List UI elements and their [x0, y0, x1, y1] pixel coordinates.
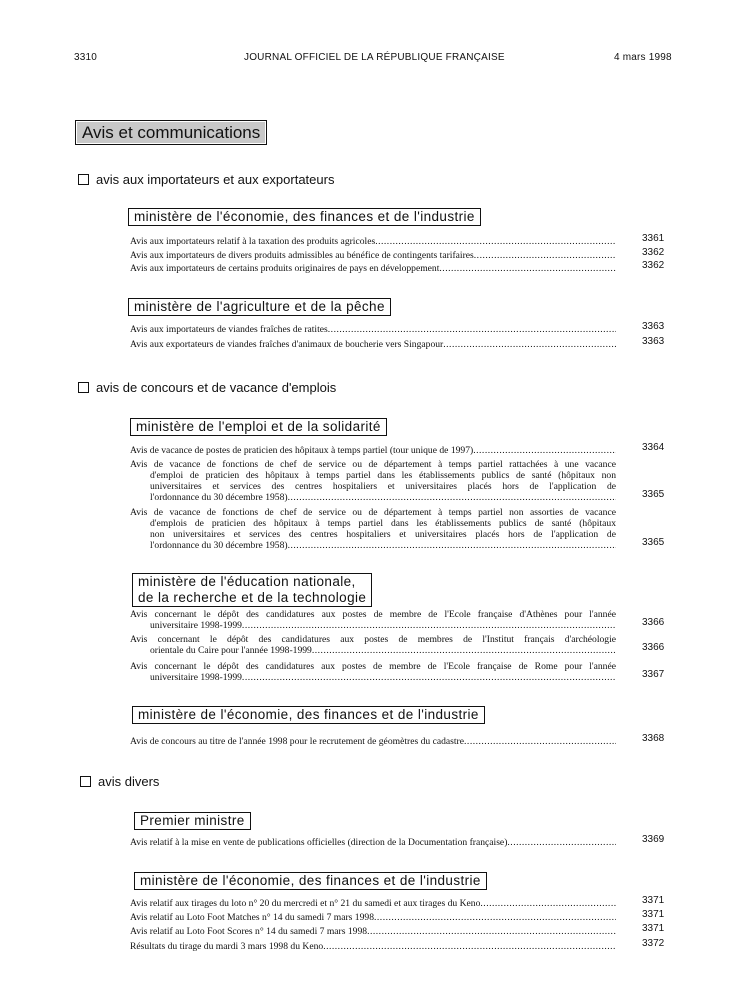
toc-entry[interactable]: [130, 898, 616, 909]
page-ref: 3371: [642, 909, 665, 920]
dot-leader: [288, 540, 616, 551]
entry-text: Résultats du tirage du mardi 3 mars 1998 du Keno: [130, 941, 324, 952]
page-ref: 3371: [642, 923, 665, 934]
entry-text: Avis relatif à la mise en vente de publications officielles (direction de la Documentation française): [130, 837, 508, 848]
dot-leader: [323, 941, 616, 952]
banner-title: Avis et communications: [77, 122, 265, 143]
entry-text: orientale du Caire pour l'année 1998-1999: [150, 645, 312, 656]
ministry-line: Premier ministre: [140, 813, 245, 828]
toc-entry[interactable]: [130, 609, 616, 631]
ministry-line: ministère de l'économie, des finances et de l'industrie: [140, 873, 481, 888]
dot-leader: [242, 672, 616, 683]
toc-entry[interactable]: [130, 912, 616, 923]
entry-text: universitaire 1998-1999: [150, 620, 242, 631]
dot-leader: [464, 736, 616, 747]
page-ref: 3362: [642, 260, 665, 271]
entry-text: Avis concernant le dépôt des candidatures aux postes de membre de l'Ecole française de Rome pour l'année: [130, 661, 616, 672]
section-banner: [75, 120, 267, 145]
section-heading: [78, 380, 336, 395]
toc-entry[interactable]: [130, 661, 616, 683]
entry-text: l'ordonnance du 30 décembre 1958): [150, 540, 288, 551]
journal-title: JOURNAL OFFICIEL DE LA RÉPUBLIQUE FRANÇAISE: [244, 52, 505, 63]
ministry-line: ministère de l'économie, des finances et de l'industrie: [134, 209, 475, 224]
page-ref: 3364: [642, 442, 665, 453]
entry-text: Avis concernant le dépôt des candidatures aux postes de membres de l'Institut français d'archéologie: [130, 634, 616, 645]
ministry-heading: [132, 706, 485, 724]
page-number: 3310: [74, 52, 98, 63]
dot-leader: [439, 263, 616, 274]
entry-text: d'emploi de praticien des hôpitaux à temps partiel dans les établissements publics de santé (hôpitaux non: [150, 470, 616, 481]
dot-leader: [242, 620, 616, 631]
page-ref: 3367: [642, 669, 665, 680]
dot-leader: [507, 837, 616, 848]
section-heading: [78, 172, 334, 187]
entry-text: universitaire 1998-1999: [150, 672, 242, 683]
dot-leader: [374, 912, 616, 923]
toc-entry[interactable]: [130, 736, 616, 747]
entry-text: Avis relatif aux tirages du loto n° 20 du mercredi et n° 21 du samedi et aux tirages du Keno: [130, 898, 481, 909]
entry-text: Avis aux exportateurs de viandes fraîches d'animaux de boucherie vers Singapour: [130, 339, 444, 350]
entry-text: non universitaires et services des centres hospitaliers et universitaires placés hors de l'application de: [150, 529, 616, 540]
toc-entry[interactable]: [130, 459, 616, 503]
toc-entry[interactable]: [130, 250, 616, 261]
entry-text: Avis relatif au Loto Foot Scores n° 14 du samedi 7 mars 1998: [130, 926, 368, 937]
page-ref: 3363: [642, 336, 665, 347]
page-ref: 3362: [642, 247, 665, 258]
section-title: avis de concours et de vacance d'emplois: [96, 380, 337, 395]
toc-entry[interactable]: [130, 236, 616, 247]
ministry-line: ministère de l'agriculture et de la pêche: [134, 299, 385, 314]
ministry-line: de la recherche et de la technologie: [138, 590, 367, 605]
ministry-heading: [134, 812, 251, 830]
entry-text: Avis aux importateurs relatif à la taxation des produits agricoles: [130, 236, 376, 247]
page-ref: 3365: [642, 489, 665, 500]
toc-entry[interactable]: [130, 926, 616, 937]
checkbox-square-icon: [80, 776, 91, 787]
ministry-heading: [128, 208, 481, 226]
page-ref: 3369: [642, 834, 665, 845]
section-title: avis divers: [98, 774, 160, 789]
entry-text: Avis aux importateurs de divers produits admissibles au bénéfice de contingents tarifaires: [130, 250, 474, 261]
toc-entry[interactable]: [130, 263, 616, 274]
entry-text: Avis aux importateurs de certains produits originaires de pays en développement: [130, 263, 440, 274]
toc-entry[interactable]: [130, 634, 616, 656]
entry-text: l'ordonnance du 30 décembre 1958): [150, 492, 288, 503]
dot-leader: [474, 250, 616, 261]
entry-text: Avis de vacance de fonctions de chef de service ou de département à temps partiel rattachées à une vacance: [130, 459, 616, 470]
ministry-line: ministère de l'éducation nationale,: [138, 574, 356, 589]
checkbox-square-icon: [78, 382, 89, 393]
checkbox-square-icon: [78, 174, 89, 185]
entry-text: Avis concernant le dépôt des candidatures aux postes de membre de l'Ecole française d'Athènes pour l'année: [130, 609, 616, 620]
dot-leader: [367, 926, 616, 937]
entry-text: Avis de vacance de fonctions de chef de service ou de département à temps partiel non assorties de vacance: [130, 507, 616, 518]
entry-text: universitaires et services des centres hospitaliers et universitaires placés hors de l'application de: [150, 481, 616, 492]
toc-entry[interactable]: [130, 324, 616, 335]
ministry-heading: [130, 418, 387, 436]
ministry-heading: [128, 298, 391, 316]
section-heading: [80, 774, 159, 789]
ministry-line: ministère de l'économie, des finances et de l'industrie: [138, 707, 479, 722]
toc-entry[interactable]: [130, 837, 616, 848]
dot-leader: [443, 339, 616, 350]
page-ref: 3368: [642, 733, 665, 744]
toc-entry[interactable]: [130, 339, 616, 350]
ministry-heading: [134, 872, 487, 890]
toc-entry[interactable]: [130, 941, 616, 952]
page-ref: 3372: [642, 938, 665, 949]
page-ref: 3363: [642, 321, 665, 332]
dot-leader: [328, 324, 616, 335]
dot-leader: [473, 445, 616, 456]
ministry-heading: [132, 573, 372, 607]
entry-text: Avis relatif au Loto Foot Matches n° 14 du samedi 7 mars 1998: [130, 912, 374, 923]
issue-date: 4 mars 1998: [614, 52, 672, 63]
entry-text: Avis de concours au titre de l'année 1998 pour le recrutement de géomètres du cadastre: [130, 736, 465, 747]
toc-entry[interactable]: [130, 507, 616, 551]
ministry-line: ministère de l'emploi et de la solidarité: [136, 419, 381, 434]
page-ref: 3366: [642, 617, 665, 628]
entry-text: d'emplois de praticien des hôpitaux à temps partiel dans les établissements publics de santé (hôpitaux: [150, 518, 616, 529]
dot-leader: [312, 645, 616, 656]
dot-leader: [288, 492, 616, 503]
page-ref: 3361: [642, 233, 665, 244]
entry-text: Avis aux importateurs de viandes fraîches de ratites: [130, 324, 328, 335]
entry-text: Avis de vacance de postes de praticien des hôpitaux à temps partiel (tour unique de 1997): [130, 445, 474, 456]
toc-entry[interactable]: [130, 445, 616, 456]
page-ref: 3365: [642, 537, 665, 548]
page-ref: 3371: [642, 895, 665, 906]
dot-leader: [480, 898, 616, 909]
section-title: avis aux importateurs et aux exportateurs: [96, 172, 335, 187]
dot-leader: [375, 236, 616, 247]
page-ref: 3366: [642, 642, 665, 653]
